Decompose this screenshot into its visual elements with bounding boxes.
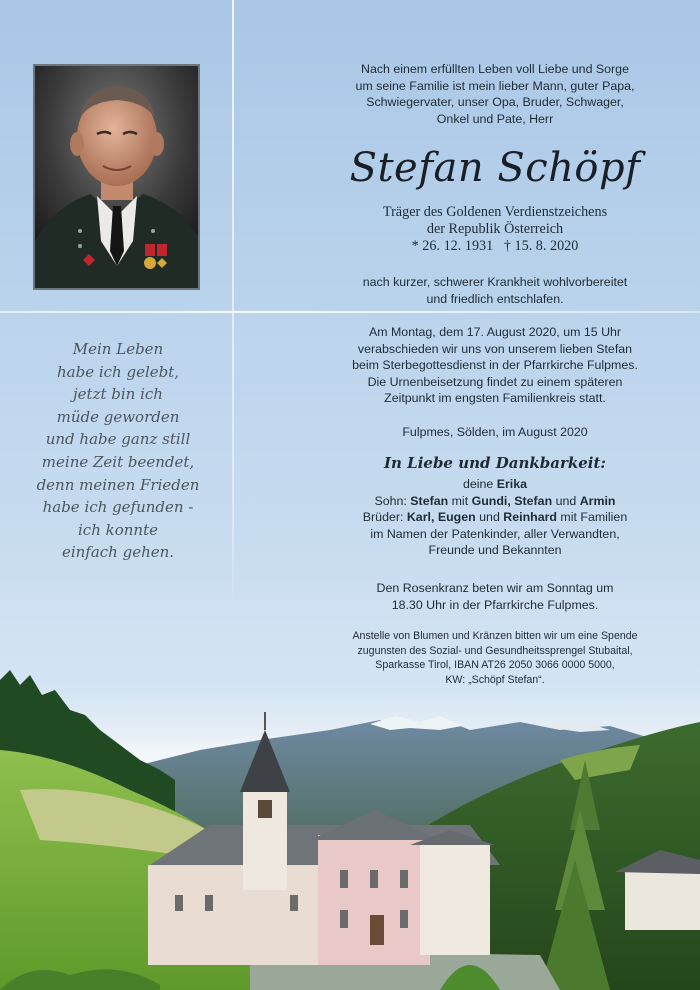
service-line: Die Urnenbeisetzung findet zu einem späteren xyxy=(367,374,623,389)
vertical-divider xyxy=(232,0,234,612)
passing-line: und friedlich entschlafen. xyxy=(426,291,564,306)
intro-line: um seine Familie ist mein lieber Mann, guter Papa, xyxy=(355,78,635,93)
deceased-name: Stefan Schöpf xyxy=(349,145,641,191)
grandchild-2: Armin xyxy=(579,493,616,508)
son-partner: Gundi, xyxy=(471,493,511,508)
donation-line: Sparkasse Tirol, IBAN AT26 2050 3066 0000 5000, xyxy=(375,659,615,671)
honors-text xyxy=(320,204,670,255)
service-line: Zeitpunkt im engsten Familienkreis statt. xyxy=(384,391,606,405)
service-line: beim Sterbegottesdienst in der Pfarrkirche Fulpmes. xyxy=(352,358,638,372)
intro-text xyxy=(320,61,670,127)
poem-line: müde geworden xyxy=(56,407,180,426)
son-name: Stefan xyxy=(410,493,449,508)
place-date: Fulpmes, Sölden, im August 2020 xyxy=(402,425,588,439)
donation-line: Anstelle von Blumen und Kränzen bitten wir um eine Spende xyxy=(352,630,638,642)
horizontal-divider xyxy=(0,311,700,313)
landscape-church-image xyxy=(0,660,700,990)
brothers-line xyxy=(320,509,670,526)
poem-line: habe ich gelebt, xyxy=(56,362,180,381)
life-dates: * 26. 12. 1931 † 15. 8. 2020 xyxy=(411,238,579,254)
mourners-heading: In Liebe und Dankbarkeit: xyxy=(384,454,606,472)
brothers-names: Karl, Eugen xyxy=(406,510,476,524)
poem-line: meine Zeit beendet, xyxy=(41,452,195,471)
rosary-text xyxy=(320,580,670,613)
brothers-and: und xyxy=(475,510,504,524)
mourners-list xyxy=(320,476,670,559)
son-line xyxy=(320,493,670,510)
portrait-photo xyxy=(33,64,200,290)
rosary-line: Den Rosenkranz beten wir am Sonntag um xyxy=(376,581,614,595)
poem-line: ich konnte xyxy=(78,520,158,539)
brothers-suffix: mit Familien xyxy=(556,510,628,524)
intro-line: Nach einem erfüllten Leben voll Liebe und Sorge xyxy=(361,62,629,76)
poem-line: Mein Leben xyxy=(72,340,164,358)
passing-line: nach kurzer, schwerer Krankheit wohlvorbereitet xyxy=(362,275,628,289)
rosary-line: 18.30 Uhr in der Pfarrkirche Fulpmes. xyxy=(391,597,599,612)
wife-line xyxy=(320,476,670,493)
son-and: und xyxy=(552,493,580,508)
honors-line: Träger des Goldenen Verdienstzeichens xyxy=(382,204,608,220)
wife-name: Erika xyxy=(496,477,528,491)
honors-line: der Republik Österreich xyxy=(426,221,564,237)
intro-line: Schwiegervater, unser Opa, Bruder, Schwager, xyxy=(366,95,624,109)
poem xyxy=(18,338,218,564)
service-line: Am Montag, dem 17. August 2020, um 15 Uhr xyxy=(368,325,622,339)
others-line: Freunde und Bekannten xyxy=(428,543,562,557)
brothers-last: Reinhard xyxy=(503,510,557,524)
poem-line: jetzt bin ich xyxy=(73,385,163,404)
son-mid: mit xyxy=(448,493,472,508)
son-prefix: Sohn: xyxy=(374,493,411,508)
donation-line: zugunsten des Sozial- und Gesundheitssprengel Stubaital, xyxy=(357,644,633,657)
poem-line: einfach gehen. xyxy=(61,543,175,562)
poem-line: denn meinen Frieden xyxy=(36,475,200,494)
grandchild-1: Stefan xyxy=(514,493,553,508)
passing-text xyxy=(320,274,670,307)
poem-line: habe ich gefunden - xyxy=(42,498,194,517)
others-line: im Namen der Patenkinder, aller Verwandten, xyxy=(370,526,620,541)
intro-line: Onkel und Pate, Herr xyxy=(436,111,554,126)
brothers-prefix: Brüder: xyxy=(362,510,407,524)
wife-prefix: deine xyxy=(462,477,497,491)
service-line: verabschieden wir uns von unserem lieben Stefan xyxy=(357,341,633,356)
donation-line: KW: „Schöpf Stefan“. xyxy=(445,673,545,686)
poem-line: und habe ganz still xyxy=(45,430,191,449)
service-text xyxy=(320,324,670,407)
